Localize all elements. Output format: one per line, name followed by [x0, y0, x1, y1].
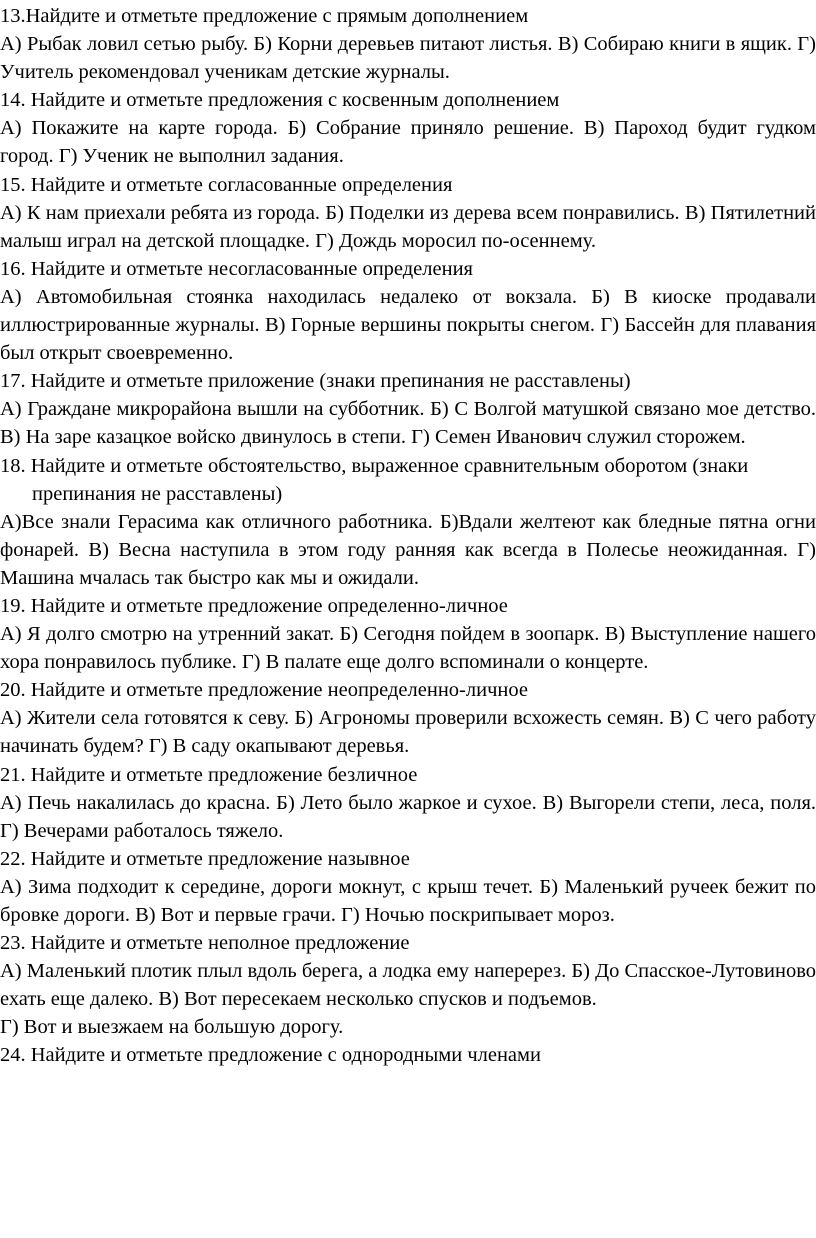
question-title: 23. Найдите и отметьте неполное предложение [0, 932, 410, 955]
question-title: 22. Найдите и отметьте предложение назывное [0, 847, 410, 870]
question-9 [0, 761, 816, 845]
question-title: 24. Найдите и отметьте предложение с однородными членами [0, 1044, 541, 1067]
question-options: А)Все знали Герасима как отличного работника. Б)Вдали желтеют как бледные пятна огни фонарей. В) Весна наступила в этом году ранняя как всегда в Полесье неожиданная. Г) Машина мчалась так быстро как мы и ожидали. [0, 510, 816, 589]
question-title: 18. Найдите и отметьте обстоятельство, выраженное сравнительным оборотом (знаки препинания не расставлены) [0, 454, 749, 505]
question-title: 16. Найдите и отметьте несогласованные определения [0, 257, 473, 280]
question-6 [0, 452, 816, 592]
question-title: 19. Найдите и отметьте предложение определенно-личное [0, 594, 508, 617]
question-options: А) Зима подходит к середине, дороги мокнут, с крыш течет. Б) Маленький ручеек бежит по бровке дороги. В) Вот и первые грачи. Г) Ночью поскрипывает мороз. [0, 875, 816, 926]
question-3 [0, 171, 816, 255]
question-options: А) Маленький плотик плыл вдоль берега, а лодка ему наперерез. Б) До Спасское-Лутовиново ехать еще далеко. В) Вот пересекаем несколько спусков и подъемов. [0, 960, 816, 1011]
question-4 [0, 255, 816, 367]
question-12 [0, 1041, 816, 1069]
question-title: 17. Найдите и отметьте приложение (знаки препинания не расставлены) [0, 370, 631, 393]
question-options: А) Рыбак ловил сетью рыбу. Б) Корни деревьев питают листья. В) Собираю книги в ящик. Г) Учитель рекомендовал ученикам детские журналы. [0, 33, 816, 84]
question-options: А) Покажите на карте города. Б) Собрание приняло решение. В) Пароход будит гудком город. Г) Ученик не выполнил задания. [0, 117, 816, 168]
question-title: 13.Найдите и отметьте предложение с прямым дополнением [0, 5, 529, 27]
question-title: 21. Найдите и отметьте предложение безличное [0, 763, 418, 786]
question-title: 15. Найдите и отметьте согласованные определения [0, 173, 453, 196]
question-title: 14. Найдите и отметьте предложения с косвенным дополнением [0, 89, 560, 112]
question-options: А) Граждане микрорайона вышли на субботник. Б) С Волгой матушкой связано мое детство. В) На заре казацкое войско двинулось в степи. Г) Семен Иванович служил сторожем. [0, 398, 816, 449]
question-options: Г) Вот и выезжаем на большую дорогу. [0, 1016, 344, 1039]
question-options: А) Жители села готовятся к севу. Б) Агрономы проверили всхожесть семян. В) С чего работу начинать будем? Г) В саду окапывают деревья. [0, 707, 816, 758]
question-title: 20. Найдите и отметьте предложение неопределенно-личное [0, 679, 528, 702]
question-options: А) Я долго смотрю на утренний закат. Б) Сегодня пойдем в зоопарк. В) Выступление нашего хора понравилось публике. Г) В палате еще долго вспоминали о концерте. [0, 623, 816, 674]
question-10 [0, 845, 816, 929]
question-11 [0, 929, 816, 1041]
question-5 [0, 367, 816, 451]
question-8 [0, 676, 816, 760]
question-1 [0, 2, 816, 86]
question-options: А) Автомобильная стоянка находилась недалеко от вокзала. Б) В киоске продавали иллюстрированные журналы. В) Горные вершины покрыты снегом. Г) Бассейн для плавания был открыт своевременно. [0, 285, 816, 365]
question-2 [0, 86, 816, 170]
question-options: А) Печь накалилась до красна. Б) Лето было жаркое и сухое. В) Выгорели степи, леса, поля. Г) Вечерами работалось тяжело. [0, 791, 816, 842]
question-7 [0, 592, 816, 676]
question-options: А) К нам приехали ребята из города. Б) Поделки из дерева всем понравились. В) Пятилетний малыш играл на детской площадке. Г) Дождь моросил по-осеннему. [0, 201, 816, 252]
